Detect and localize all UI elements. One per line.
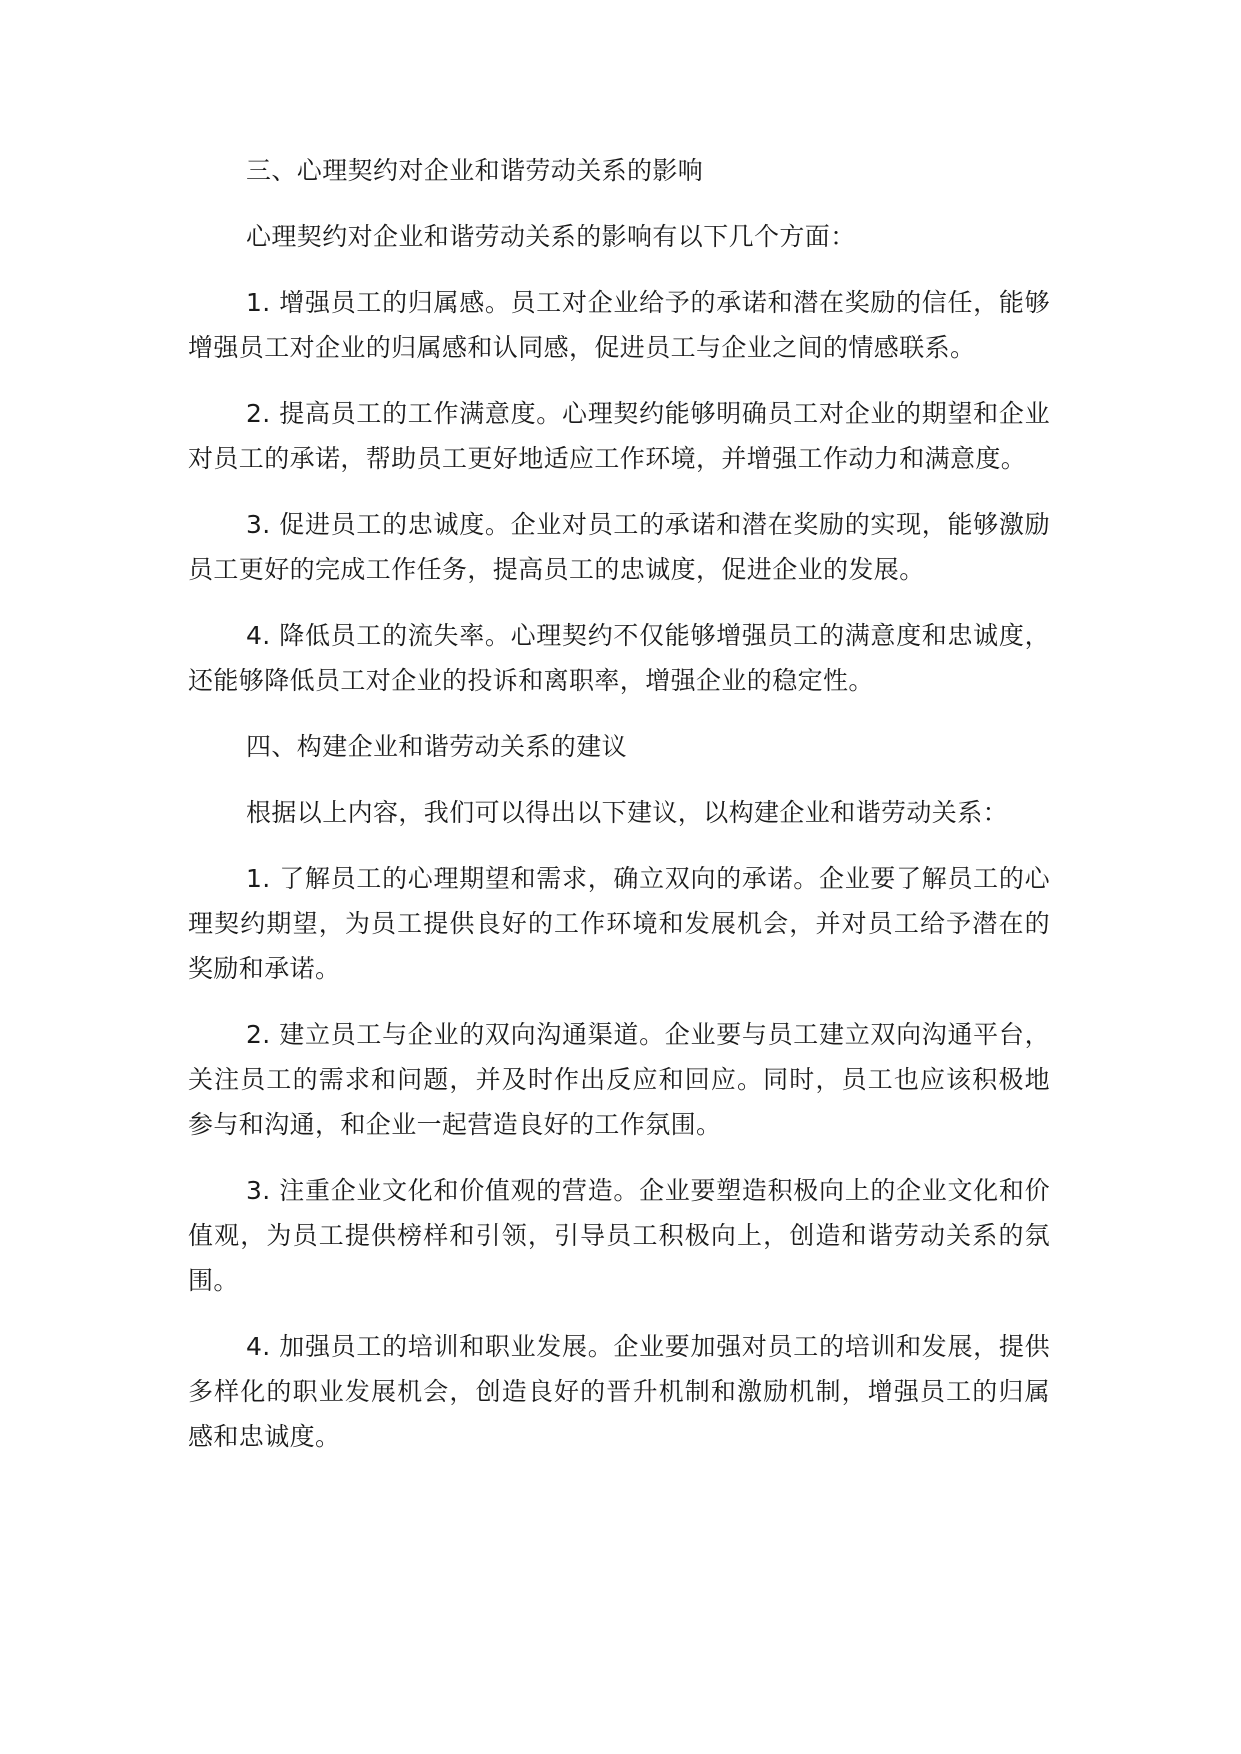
- document-body: [188, 148, 1050, 1480]
- section-3-item-2: 2. 提高员工的工作满意度。心理契约能够明确员工对企业的期望和企业对员工的承诺，帮助员工更好地适应工作环境，并增强工作动力和满意度。: [188, 399, 1050, 473]
- section-heading-3: 三、心理契约对企业和谐劳动关系的影响: [246, 156, 704, 185]
- section-3-intro: 心理契约对企业和谐劳动关系的影响有以下几个方面：: [246, 222, 856, 251]
- section-4-item-4: 4. 加强员工的培训和职业发展。企业要加强对员工的培训和发展，提供多样化的职业发展机会，创造良好的晋升机制和激励机制，增强员工的归属感和忠诚度。: [188, 1332, 1050, 1451]
- section-4-item-2: 2. 建立员工与企业的双向沟通渠道。企业要与员工建立双向沟通平台，关注员工的需求和问题，并及时作出反应和回应。同时，员工也应该积极地参与和沟通，和企业一起营造良好的工作氛围。: [188, 1020, 1050, 1139]
- section-3-item-3: 3. 促进员工的忠诚度。企业对员工的承诺和潜在奖励的实现，能够激励员工更好的完成工作任务，提高员工的忠诚度，促进企业的发展。: [188, 510, 1050, 584]
- section-3-item-1: 1. 增强员工的归属感。员工对企业给予的承诺和潜在奖励的信任，能够增强员工对企业的归属感和认同感，促进员工与企业之间的情感联系。: [188, 288, 1050, 362]
- section-3-item-4: 4. 降低员工的流失率。心理契约不仅能够增强员工的满意度和忠诚度，还能够降低员工对企业的投诉和离职率，增强企业的稳定性。: [188, 621, 1050, 695]
- section-4-item-3: 3. 注重企业文化和价值观的营造。企业要塑造积极向上的企业文化和价值观，为员工提供榜样和引领，引导员工积极向上，创造和谐劳动关系的氛围。: [188, 1176, 1050, 1295]
- section-4-intro: 根据以上内容，我们可以得出以下建议，以构建企业和谐劳动关系：: [246, 798, 1009, 827]
- section-heading-4: 四、构建企业和谐劳动关系的建议: [246, 732, 628, 761]
- section-4-item-1: 1. 了解员工的心理期望和需求，确立双向的承诺。企业要了解员工的心理契约期望，为员工提供良好的工作环境和发展机会，并对员工给予潜在的奖励和承诺。: [188, 864, 1050, 983]
